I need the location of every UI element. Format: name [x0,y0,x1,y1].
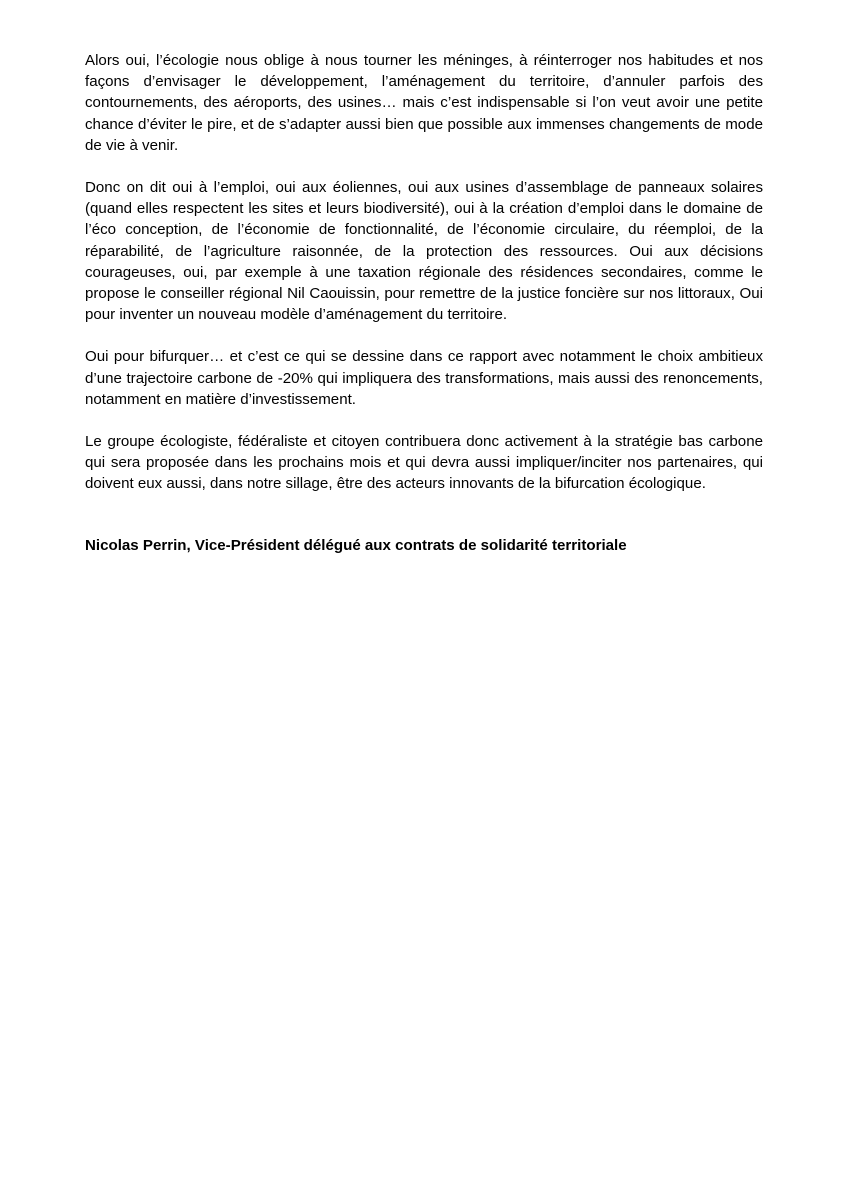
document-page [85,50,763,556]
paragraph-emploi: Donc on dit oui à l’emploi, oui aux éoliennes, oui aux usines d’assemblage de panneaux solaires (quand elles respectent les sites et leurs biodiversité), oui à la création d’emploi dans le domaine de l’éco conception, de l’économie de fonctionnalité, de l’économie circulaire, du réemploi, de la réparabilité, de l’agriculture raisonnée, de la protection des ressources. Oui aux décisions courageuses, oui, par exemple à une taxation régionale des résidences secondaires, comme le propose le conseiller régional Nil Caouissin, pour remettre de la justice foncière sur nos littoraux, Oui pour inventer un nouveau modèle d’aménagement du territoire. [85,179,763,324]
paragraph-groupe-ecologiste: Le groupe écologiste, fédéraliste et citoyen contribuera donc activement à la stratégie bas carbone qui sera proposée dans les prochains mois et qui devra aussi impliquer/inciter nos partenaires, qui doivent eux aussi, dans notre sillage, être des acteurs innovants de la bifurcation écologique. [85,433,763,493]
paragraph-bifurquer: Oui pour bifurquer… et c’est ce qui se dessine dans ce rapport avec notamment le choix ambitieux d’une trajectoire carbone de -20% qui impliquera des transformations, mais aussi des renoncements, notamment en matière d’investissement. [85,348,763,408]
signature: Nicolas Perrin, Vice-Président délégué aux contrats de solidarité territoriale [85,536,627,554]
paragraph-ecologie: Alors oui, l’écologie nous oblige à nous tourner les méninges, à réinterroger nos habitudes et nos façons d’envisager le développement, l’aménagement du territoire, d’annuler parfois des contournements, des aéroports, des usines… mais c’est indispensable si l’on veut avoir une petite chance d’éviter le pire, et de s’adapter aussi bien que possible aux immenses changements de mode de vie à venir. [85,52,763,154]
